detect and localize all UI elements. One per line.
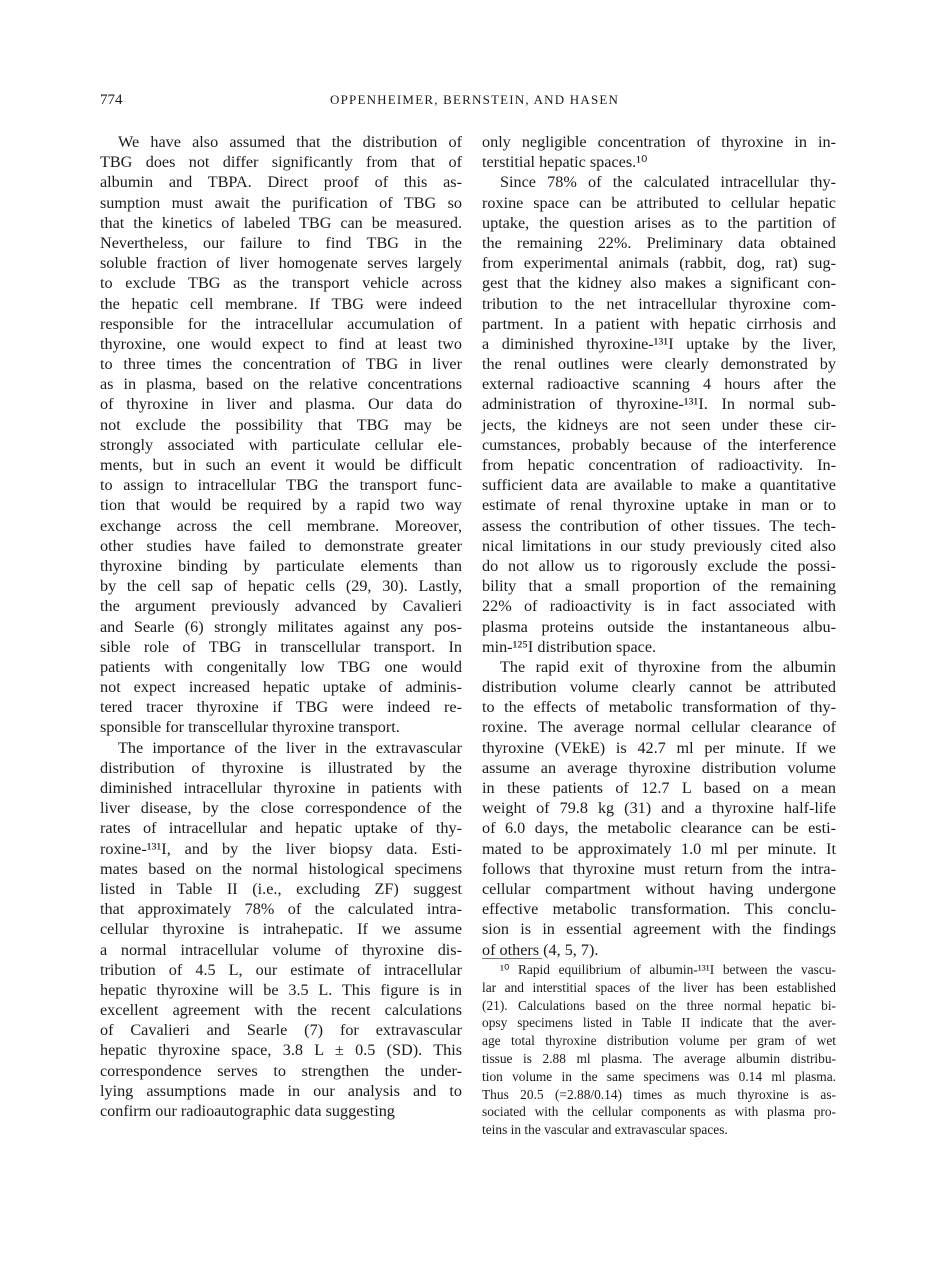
text-line: liver disease, by the close correspondence of the — [100, 799, 462, 818]
text-line: hepatic thyroxine space, 3.8 L ± 0.5 (SD). This — [100, 1041, 462, 1060]
text-line: sion is in essential agreement with the findings — [482, 920, 836, 939]
paragraph — [482, 657, 836, 960]
paragraph — [482, 172, 836, 657]
text-line: from experimental animals (rabbit, dog, rat) sug- — [482, 254, 836, 273]
text-line: that approximately 78% of the calculated intra- — [100, 900, 462, 919]
text-line: teins in the vascular and extravascular spaces. — [482, 1122, 728, 1138]
text-line: responsible for the intracellular accumulation of — [100, 314, 462, 333]
text-line: not expect increased hepatic uptake of adminis- — [100, 678, 462, 697]
paragraph — [100, 738, 462, 1122]
text-line: terstitial hepatic spaces.¹⁰ — [482, 153, 648, 172]
text-line: mated to be approximately 1.0 ml per minute. It — [482, 839, 836, 858]
text-line: to three times the concentration of TBG in liver — [100, 355, 462, 374]
text-line: cellular compartment without having undergone — [482, 879, 836, 898]
text-line: plasma proteins outside the instantaneous albu- — [482, 617, 836, 636]
text-line: patients with congenitally low TBG one would — [100, 657, 462, 676]
text-line: uptake, the question arises as to the partition of — [482, 213, 836, 232]
text-line: sponsible for transcellular thyroxine transport. — [100, 718, 400, 737]
footnote-divider — [482, 958, 542, 959]
text-line: weight of 79.8 kg (31) and a thyroxine half-life — [482, 799, 836, 818]
text-line: distribution volume clearly cannot be attributed — [482, 678, 836, 697]
paragraph — [100, 132, 462, 738]
text-line: cumstances, probably because of the interference — [482, 435, 836, 454]
text-line: in these patients of 12.7 L based on a mean — [482, 779, 836, 797]
text-line: the remaining 22%. Preliminary data obtained — [482, 233, 836, 252]
text-line: Since 78% of the calculated intracellular thy- — [500, 173, 836, 192]
text-line: the argument previously advanced by Cavalieri — [100, 597, 462, 616]
text-line: age total thyroxine distribution volume per gram of wet — [482, 1033, 836, 1049]
text-line: sociated with the cellular components as with plasma pro- — [482, 1104, 836, 1120]
text-line: exchange across the cell membrane. Moreover, — [100, 516, 462, 535]
text-line: gest that the kidney also makes a significant con- — [482, 274, 836, 293]
paragraph — [482, 961, 836, 1139]
text-line: other studies have failed to demonstrate greater — [100, 536, 462, 555]
text-line: administration of thyroxine-¹³¹I. In normal sub- — [482, 395, 836, 414]
text-line: roxine-¹³¹I, and by the liver biopsy data. Esti- — [100, 839, 462, 858]
text-line: 22% of radioactivity is in fact associated with — [482, 597, 836, 616]
text-line: by the cell sap of hepatic cells (29, 30). Lastly, — [100, 577, 462, 596]
text-line: jects, the kidneys are not seen under these cir- — [482, 415, 836, 434]
text-line: distribution of thyroxine is illustrated by the — [100, 758, 462, 777]
text-line: (21). Calculations based on the three normal hepatic bi- — [482, 997, 836, 1013]
text-line: of thyroxine in liver and plasma. Our data do — [100, 395, 462, 414]
text-line: and Searle (6) strongly militates against any pos- — [100, 617, 462, 636]
text-line: external radioactive scanning 4 hours after the — [482, 375, 836, 394]
text-line: tered tracer thyroxine if TBG were indeed re- — [100, 698, 462, 717]
text-line: follows that thyroxine must return from the intra- — [482, 859, 836, 878]
text-line: We have also assumed that the distribution of — [118, 133, 462, 151]
text-line: opsy specimens listed in Table II indicate that the aver- — [482, 1015, 836, 1031]
text-line: ments, but in such an event it would be difficult — [100, 456, 462, 474]
text-line: tribution to the net intracellular thyroxine com- — [482, 294, 836, 313]
text-line: as in plasma, based on the relative concentrations — [100, 375, 462, 394]
text-line: ¹⁰ Rapid equilibrium of albumin-¹³¹I between the vascu- — [500, 962, 836, 977]
text-line: lar and interstitial spaces of the liver has been established — [482, 979, 836, 995]
text-line: listed in Table II (i.e., excluding ZF) suggest — [100, 879, 462, 898]
text-line: The importance of the liver in the extravascular — [118, 738, 462, 757]
text-line: tissue is 2.88 ml plasma. The average albumin distribu- — [482, 1050, 836, 1066]
text-line: diminished intracellular thyroxine in patients with — [100, 779, 462, 797]
text-line: Thus 20.5 (=2.88/0.14) times as much thyroxine is as- — [482, 1086, 836, 1102]
text-line: estimate of renal thyroxine uptake in man or to — [482, 496, 836, 515]
text-line: correspondence serves to strengthen the under- — [100, 1061, 462, 1080]
text-line: the renal outlines were clearly demonstrated by — [482, 355, 836, 374]
text-line: thyroxine, one would expect to find at least two — [100, 334, 462, 353]
text-line: mates based on the normal histological specimens — [100, 859, 462, 878]
text-line: sumption must await the purification of TBG so — [100, 193, 462, 212]
footnote — [482, 961, 836, 1139]
text-line: of 6.0 days, the metabolic clearance can be esti- — [482, 819, 836, 838]
text-line: do not allow us to rigorously exclude the possi- — [482, 556, 836, 575]
text-line: confirm our radioautographic data suggesting — [100, 1102, 395, 1120]
text-line: from hepatic concentration of radioactivity. In- — [482, 456, 836, 474]
text-line: effective metabolic transformation. This conclu- — [482, 900, 836, 919]
text-line: roxine space can be attributed to cellular hepatic — [482, 193, 836, 212]
left-column — [100, 132, 462, 1121]
text-line: nical limitations in our study previously cited also — [482, 536, 836, 555]
text-line: soluble fraction of liver homogenate serves largely — [100, 254, 462, 273]
text-line: lying assumptions made in our analysis and to — [100, 1081, 462, 1100]
text-line: to the effects of metabolic transformation of thy- — [482, 698, 836, 717]
text-line: assess the contribution of other tissues. The tech- — [482, 516, 836, 535]
text-line: the hepatic cell membrane. If TBG were indeed — [100, 294, 462, 313]
text-line: only negligible concentration of thyroxine in in- — [482, 133, 836, 151]
text-line: excellent agreement with the recent calculations — [100, 1001, 462, 1020]
right-column — [482, 132, 836, 960]
text-line: sufficient data are available to make a quantitative — [482, 476, 836, 495]
text-line: cellular thyroxine is intrahepatic. If we assume — [100, 920, 462, 939]
text-line: to exclude TBG as the transport vehicle across — [100, 274, 462, 293]
text-line: rates of intracellular and hepatic uptake of thy- — [100, 819, 462, 838]
text-line: partment. In a patient with hepatic cirrhosis and — [482, 314, 836, 333]
text-line: not exclude the possibility that TBG may be — [100, 415, 462, 434]
text-line: a diminished thyroxine-¹³¹I uptake by the liver, — [482, 334, 836, 353]
page-number: 774 — [100, 92, 123, 108]
text-line: tion that would be required by a rapid two way — [100, 496, 462, 515]
text-line: tribution of 4.5 L, our estimate of intracellular — [100, 960, 462, 979]
text-line: thyroxine (VEkE) is 42.7 ml per minute. If we — [482, 738, 836, 757]
text-line: min-¹²⁵I distribution space. — [482, 637, 657, 656]
text-line: hepatic thyroxine will be 3.5 L. This figure is in — [100, 980, 462, 999]
text-line: thyroxine binding by particulate elements than — [100, 556, 462, 575]
text-line: tion volume in the same specimens was 0.14 ml plasma. — [482, 1068, 836, 1084]
text-line: TBG does not differ significantly from that of — [100, 153, 462, 172]
text-line: to assign to intracellular TBG the transport func- — [100, 476, 462, 495]
text-line: a normal intracellular volume of thyroxine dis- — [100, 940, 462, 959]
running-title: OPPENHEIMER, BERNSTEIN, AND HASEN — [330, 92, 620, 107]
text-line: assume an average thyroxine distribution volume — [482, 758, 836, 777]
paragraph — [482, 132, 836, 172]
text-line: Nevertheless, our failure to find TBG in the — [100, 233, 462, 252]
text-line: bility that a small proportion of the remaining — [482, 577, 836, 596]
text-line: albumin and TBPA. Direct proof of this as- — [100, 173, 462, 192]
text-line: that the kinetics of labeled TBG can be measured. — [100, 213, 462, 232]
text-line: roxine. The average normal cellular clearance of — [482, 718, 836, 737]
text-line: of Cavalieri and Searle (7) for extravascular — [100, 1021, 462, 1040]
text-line: sible role of TBG in transcellular transport. In — [100, 637, 462, 656]
text-line: The rapid exit of thyroxine from the albumin — [500, 657, 836, 676]
text-line: of others (4, 5, 7). — [482, 940, 599, 959]
text-line: strongly associated with particulate cellular ele- — [100, 435, 462, 454]
